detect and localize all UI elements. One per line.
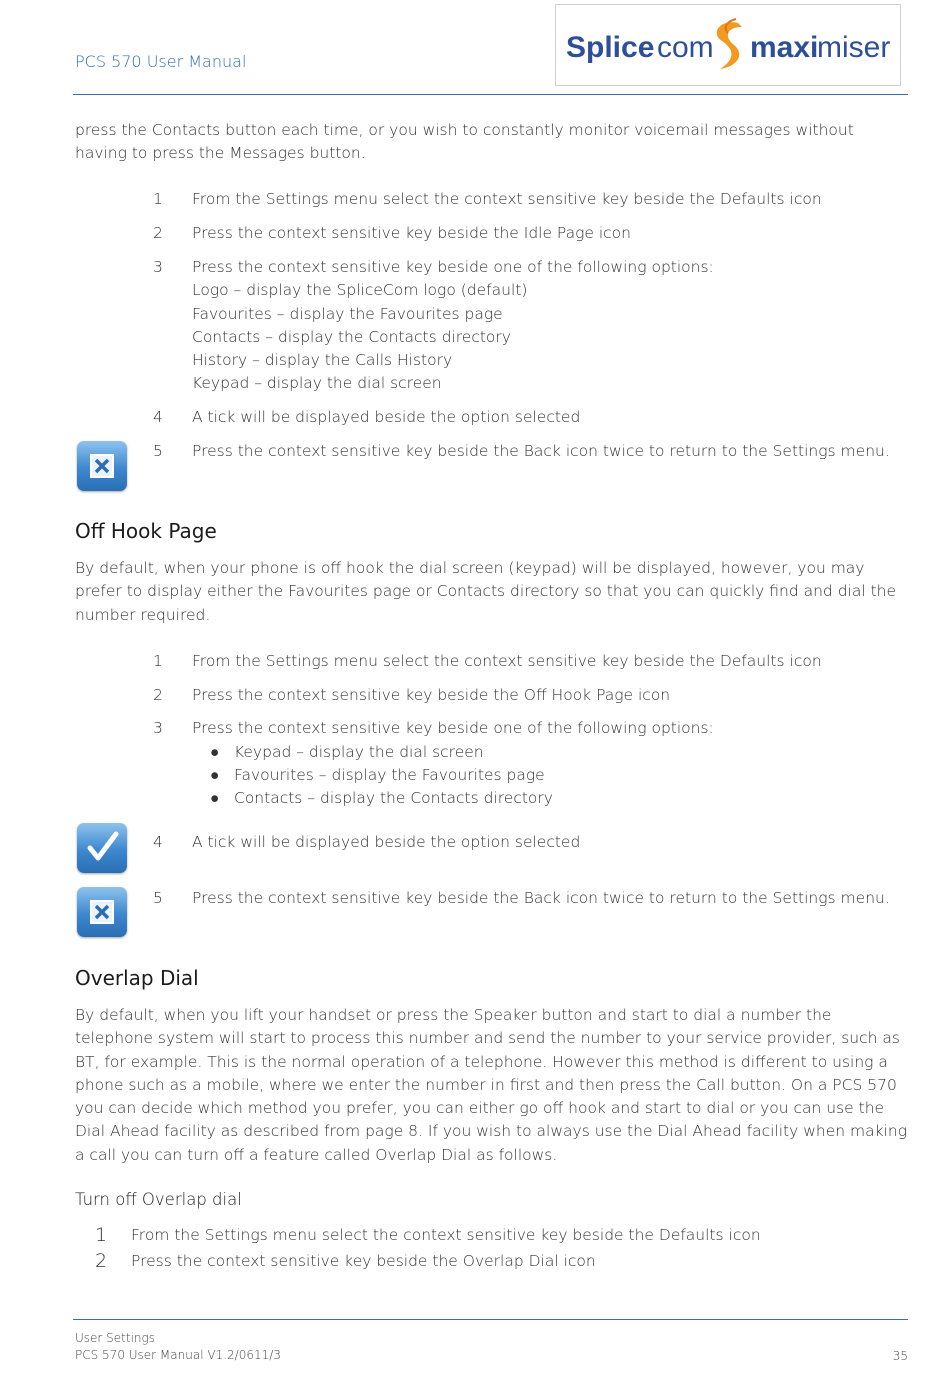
step-number: 4 <box>153 833 163 851</box>
step-text: From the Settings menu select the context sensitive key beside the Defaults icon <box>192 190 822 208</box>
step-number: 5 <box>153 442 163 460</box>
bullet-dot-icon: ● <box>210 743 220 761</box>
option-keypad: Keypad – display the dial screen <box>192 374 442 393</box>
step-text: From the Settings menu select the context sensitive key beside the Defaults icon <box>131 1226 761 1244</box>
step-text: Press the context sensitive key beside one of the following options: <box>192 258 714 276</box>
step-number: 2 <box>153 224 163 242</box>
bullet-item <box>210 787 553 810</box>
option-contacts: Contacts – display the Contacts directory <box>192 327 511 346</box>
step-text: Press the context sensitive key beside the Overlap Dial icon <box>131 1252 596 1270</box>
header-rule <box>73 94 908 95</box>
footer-section: User Settings <box>75 1331 155 1345</box>
step-number: 3 <box>153 719 163 737</box>
step-number: 5 <box>153 889 163 907</box>
footer-document-id: PCS 570 User Manual V1.2/0611/3 <box>75 1348 281 1362</box>
step-text-block <box>192 256 907 396</box>
step-text: A tick will be displayed beside the option selected <box>192 833 581 851</box>
footer-rule <box>73 1319 908 1320</box>
splicecom-maximiser-logo <box>555 4 901 86</box>
tick-icon <box>77 823 127 873</box>
logo-graphic <box>560 9 896 81</box>
svg-text:Splice: Splice <box>566 31 655 64</box>
step-number: 4 <box>153 408 163 426</box>
step-text: Press the context sensitive key beside the Back icon twice to return to the Settings menu. <box>192 442 890 460</box>
option-keypad: Keypad – display the dial screen <box>234 743 484 761</box>
option-history: History – display the Calls History <box>192 351 453 370</box>
back-key-icon <box>77 441 127 491</box>
bullet-item <box>210 764 545 787</box>
step-number: 2 <box>153 686 163 704</box>
bullet-dot-icon: ● <box>210 766 220 784</box>
overlap-dial-paragraph: By default, when you lift your handset or press the Speaker button and start to dial a number the telephone system will start to process this number and send the number to your service provider, such as BT, for example. This is the normal operation of a telephone. However this method is different to using a phone such as a mobile, where we enter the number in first and then press the Call button. On a PCS 570 you can decide which method you prefer, you can either go off hook and start to dial or you can use the Dial Ahead facility as described from page 8. If you wish to always use the Dial Ahead facility when making a call you can turn off a feature called Overlap Dial as follows. <box>75 1006 907 1164</box>
option-favourites: Favourites – display the Favourites page <box>234 766 545 784</box>
section-heading-off-hook: Off Hook Page <box>75 519 217 543</box>
svg-text:maxi: maxi <box>750 31 819 64</box>
bullet-dot-icon: ● <box>210 789 220 807</box>
step-text: Press the context sensitive key beside the Idle Page icon <box>192 224 631 242</box>
step-text: Press the context sensitive key beside the Off Hook Page icon <box>192 686 671 704</box>
svg-text:miser: miser <box>817 31 891 64</box>
step-number: 3 <box>153 258 163 276</box>
step-text: Press the context sensitive key beside the Back icon twice to return to the Settings menu. <box>192 889 890 907</box>
page-number: 35 <box>892 1349 908 1363</box>
back-key-icon <box>77 887 127 937</box>
intro-paragraph: press the Contacts button each time, or you wish to constantly monitor voicemail messages without having to press the Messages button. <box>75 121 854 163</box>
step-number: 1 <box>153 652 163 670</box>
step-number: 1 <box>95 1224 108 1246</box>
step-text: A tick will be displayed beside the option selected <box>192 408 581 426</box>
step-number: 1 <box>153 190 163 208</box>
bullet-item <box>210 741 484 764</box>
subheading-turn-off-overlap: Turn off Overlap dial <box>75 1190 242 1209</box>
off-hook-paragraph: By default, when your phone is off hook the dial screen (keypad) will be displayed, however, you may prefer to display either the Favourites page or Contacts directory so that you can quickly find and dial the number required. <box>75 559 897 624</box>
svg-text:com: com <box>657 31 714 64</box>
step-number: 2 <box>95 1250 108 1272</box>
step-text: From the Settings menu select the context sensitive key beside the Defaults icon <box>192 652 822 670</box>
section-heading-overlap-dial: Overlap Dial <box>75 966 199 990</box>
step-text: Press the context sensitive key beside one of the following options: <box>192 719 714 737</box>
option-logo: Logo – display the SpliceCom logo (default) <box>192 281 528 300</box>
header-title: PCS 570 User Manual <box>75 52 247 71</box>
option-contacts: Contacts – display the Contacts directory <box>234 789 553 807</box>
option-favourites: Favourites – display the Favourites page <box>192 304 503 323</box>
